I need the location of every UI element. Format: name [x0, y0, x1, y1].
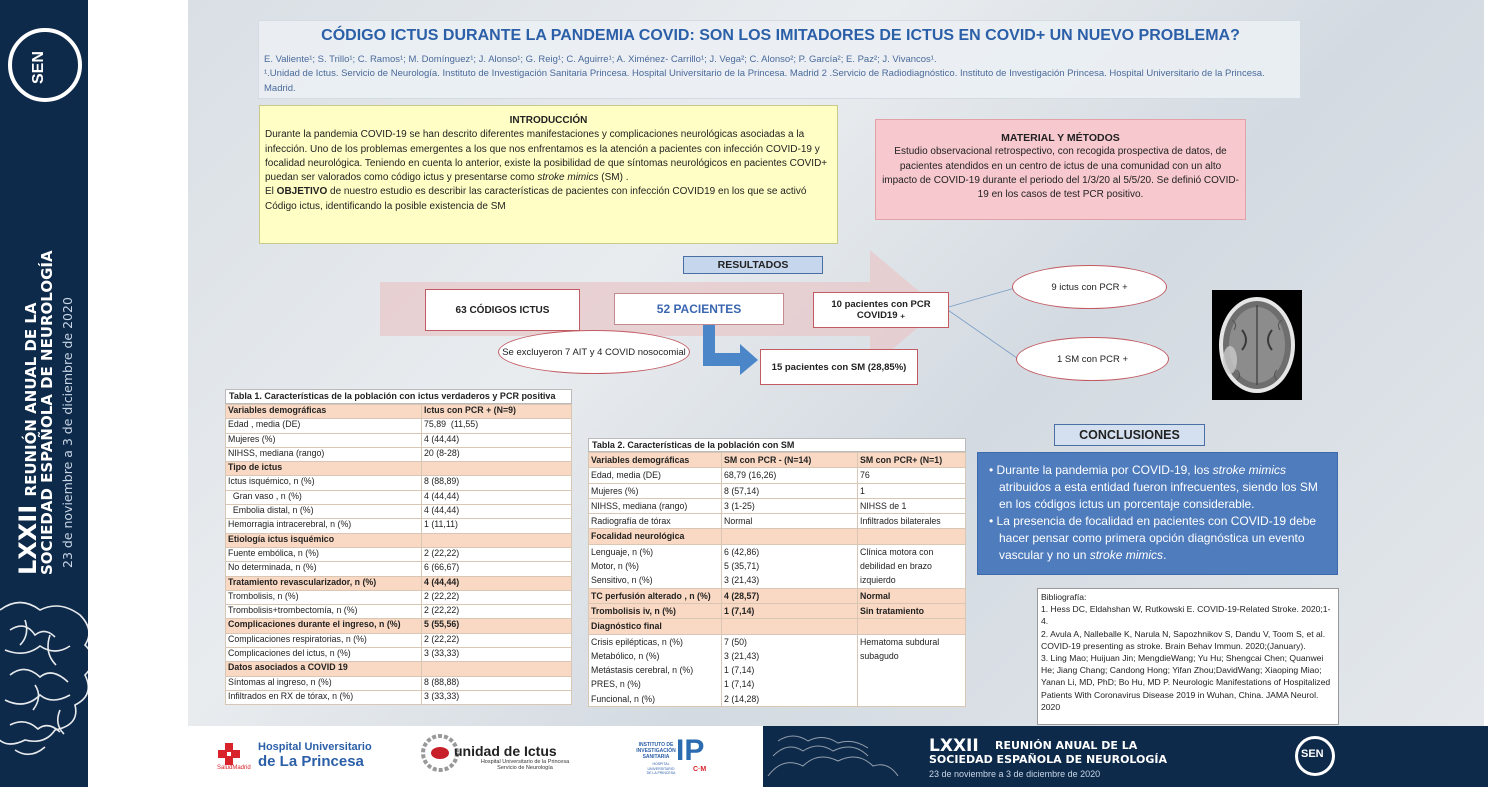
table-cell: NIHSS de 1: [858, 498, 966, 513]
table-cell: Embolia distal, n (%): [226, 505, 422, 519]
table-cell: [722, 529, 858, 544]
table-cell: 8 (88,89): [422, 476, 572, 490]
table-row: [226, 690, 572, 704]
table-cell: 7 (50) 3 (21,43) 1 (7,14) 1 (7,14) 2 (14,28): [722, 634, 858, 706]
table-row: [589, 619, 966, 634]
table-cell: No determinada, n (%): [226, 562, 422, 576]
node-9-ictus-pcr: 9 ictus con PCR +: [1012, 265, 1167, 309]
table-row: [589, 468, 966, 483]
banner-edition: LXXII: [929, 736, 979, 756]
banner-title-2: SOCIEDAD ESPAÑOLA DE NEUROLOGÍA: [929, 753, 1168, 766]
table-cell: NIHSS, mediana (rango): [589, 498, 722, 513]
methods-text: Estudio observacional retrospectivo, con recogida prospectiva de datos, de pacientes atendidos en un centro de ictus de una comunidad con un alto impacto de COVID-19 durante el periodo del 1/3/20 al 5/5/20. Se definió COVID-19 en los casos de test PCR positivo.: [882, 146, 1239, 201]
table-2: [588, 438, 966, 707]
table-cell: 5 (55,56): [422, 619, 572, 633]
table-row: [226, 676, 572, 690]
table-2-grid: [588, 452, 966, 707]
table-row: [589, 453, 966, 468]
table-cell: Síntomas al ingreso, n (%): [226, 676, 422, 690]
table-cell: SM con PCR+ (N=1): [858, 453, 966, 468]
table-cell: Edad , media (DE): [226, 419, 422, 433]
table-row: [226, 576, 572, 590]
table-cell: Variables demográficas: [589, 453, 722, 468]
table-row: [226, 519, 572, 533]
table-row: [589, 603, 966, 618]
table-cell: Etiología ictus isquémico: [226, 533, 422, 547]
table-cell: Normal: [722, 514, 858, 529]
table-cell: 20 (8-28): [422, 447, 572, 461]
table-cell: 75,89 (11,55): [422, 419, 572, 433]
table-cell: TC perfusión alterado , n (%): [589, 588, 722, 603]
sen-logo-text: SEN: [30, 51, 47, 84]
table-cell: 1 (11,11): [422, 519, 572, 533]
cm-logo: C·M: [693, 766, 707, 773]
authors: E. Valiente¹; S. Trillo¹; C. Ramos¹; M. Domínguez¹; J. Alonso¹; G. Reig¹; C. Aguirre¹; A. Ximénez- Carrillo¹; J. Vega²; C. Alonso²; P. García²; E. Paz²; J. Vivancos¹.: [264, 54, 937, 65]
introduction-box: [259, 105, 838, 244]
table-cell: 6 (66,67): [422, 562, 572, 576]
conclusions-heading: CONCLUSIONES: [1054, 424, 1205, 446]
node-excluded: Se excluyeron 7 AIT y 4 COVID nosocomial: [498, 330, 690, 374]
sidebar-edition-number: LXXII: [14, 504, 42, 575]
conclusions-box: [977, 452, 1338, 575]
table-cell: [422, 462, 572, 476]
table-1-grid: [225, 404, 572, 705]
table-row: [589, 498, 966, 513]
table-cell: 2 (22,22): [422, 605, 572, 619]
poster-title: CÓDIGO ICTUS DURANTE LA PANDEMIA COVID: SON LOS IMITADORES DE ICTUS EN COVID+ UN NUEVO PROBLEMA?: [321, 27, 1240, 44]
footer-banner: [763, 726, 1488, 787]
table-cell: 2 (22,22): [422, 633, 572, 647]
table-cell: SM con PCR - (N=14): [722, 453, 858, 468]
table-cell: 68,79 (16,26): [722, 468, 858, 483]
table-cell: Complicaciones respiratorias, n (%): [226, 633, 422, 647]
instituto-sub: HOSPITAL UNIVERSITARIO DE LA PRINCESA: [646, 762, 676, 775]
table-cell: 76: [858, 468, 966, 483]
bibliography-heading: Bibliografía:: [1041, 592, 1087, 602]
table-cell: 3 (33,33): [422, 690, 572, 704]
table-row: [589, 483, 966, 498]
table-row: [589, 634, 966, 706]
bibliography-ref-1: 1. Hess DC, Eldahshan W, Rutkowski E. COVID-19-Related Stroke. 2020;1-4.: [1041, 604, 1331, 627]
table-row: [226, 490, 572, 504]
title-box: [258, 20, 1301, 99]
bibliography-ref-2: 2. Avula A, Nalleballe K, Narula N, Sapozhnikov S, Dandu V, Toom S, et al. COVID-19 presenting as stroke. Brain Behav Immun. 2020;(January).: [1041, 628, 1326, 651]
table-cell: 1: [858, 483, 966, 498]
branch-connectors: [945, 282, 1020, 362]
table-cell: Datos asociados a COVID 19: [226, 662, 422, 676]
table-cell: 4 (44,44): [422, 505, 572, 519]
table-1: [225, 389, 572, 705]
table-cell: 3 (33,33): [422, 648, 572, 662]
banner-title-1: REUNIÓN ANUAL DE LA: [995, 739, 1138, 752]
table-row: [226, 405, 572, 419]
table-cell: [422, 662, 572, 676]
unidad-ictus-name: unidad de Ictus: [454, 743, 557, 759]
node-15-sm-patients: 15 pacientes con SM (28,85%): [760, 349, 918, 385]
sen-logo: [8, 28, 82, 102]
table-cell: Crisis epilépticas, n (%) Metabólico, n (%) Metástasis cerebral, n (%) PRES, n (%) Funcional, n (%): [589, 634, 722, 706]
table-cell: Tipo de ictus: [226, 462, 422, 476]
table-cell: [722, 619, 858, 634]
table-row: [226, 633, 572, 647]
table-cell: 4 (44,44): [422, 490, 572, 504]
node-63-codes: 63 CÓDIGOS ICTUS: [425, 289, 580, 331]
table-cell: [858, 529, 966, 544]
table-cell: Edad, media (DE): [589, 468, 722, 483]
salud-madrid-label: SaludMadrid: [217, 765, 251, 771]
introduction-heading: INTRODUCCIÓN: [509, 115, 588, 126]
hospital-logo-icon: [218, 743, 240, 765]
table-cell: Infiltrados en RX de tórax, n (%): [226, 690, 422, 704]
table-row: [226, 648, 572, 662]
brain-decoration: [0, 590, 88, 787]
table-cell: [858, 619, 966, 634]
table-row: [226, 462, 572, 476]
table-row: [226, 619, 572, 633]
objective-text: de nuestro estudio es describir las características de pacientes con infección COVID19 en los que se activó Código ictus, identificando la posible existencia de SM: [265, 186, 807, 212]
table-cell: Trombolisis+trombectomía, n (%): [226, 605, 422, 619]
sidebar-title-1: REUNIÓN ANUAL DE LA: [22, 302, 40, 497]
ct-scan-image: [1212, 290, 1302, 400]
table-cell: 4 (44,44): [422, 576, 572, 590]
table-row: [226, 419, 572, 433]
methods-box: [875, 119, 1246, 220]
banner-sen-logo: SEN: [1295, 736, 1335, 776]
banner-brain-decoration: [763, 726, 923, 787]
table-row: [226, 590, 572, 604]
banner-dates: 23 de noviembre a 3 de diciembre de 2020: [929, 769, 1101, 779]
table-cell: Gran vaso , n (%): [226, 490, 422, 504]
table-cell: Normal: [858, 588, 966, 603]
unidad-ictus-sub: Hospital Universitario de la Princesa Servicio de Neurología: [480, 759, 570, 771]
down-right-arrow-icon: [700, 325, 760, 375]
table-cell: Trombolisis iv, n (%): [589, 603, 722, 618]
table-cell: 8 (57,14): [722, 483, 858, 498]
table-cell: Tratamiento revascularizador, n (%): [226, 576, 422, 590]
node-10-pcr-patients: 10 pacientes con PCR COVID19 ₊: [813, 292, 949, 328]
table-row: [226, 433, 572, 447]
table-cell: NIHSS, mediana (rango): [226, 447, 422, 461]
table-cell: Clínica motora con debilidad en brazo izquierdo: [858, 544, 966, 588]
introduction-text-end: (SM) .: [598, 172, 629, 184]
table-cell: Variables demográficas: [226, 405, 422, 419]
table-cell: Fuente embólica, n (%): [226, 547, 422, 561]
sidebar-title-2: SOCIEDAD ESPAÑOLA DE NEUROLOGÍA: [38, 250, 56, 575]
bibliography: [1037, 588, 1339, 725]
table-cell: 2 (22,22): [422, 590, 572, 604]
table-cell: Mujeres (%): [589, 483, 722, 498]
conclusion-item: • La presencia de focalidad en pacientes con COVID-19 debe hacer pensar como primera opción diagnóstica un evento vascular y no un stroke mimics.: [989, 514, 1317, 562]
table-cell: Mujeres (%): [226, 433, 422, 447]
table-cell: 8 (88,88): [422, 676, 572, 690]
results-heading: RESULTADOS: [683, 256, 823, 274]
node-52-patients: 52 PACIENTES: [614, 293, 784, 325]
table-cell: Sin tratamiento: [858, 603, 966, 618]
conclusion-item: • Durante la pandemia por COVID-19, los stroke mimics atribuidos a esta entidad fueron infrecuentes, siendo los SM en los códigos ictus un porcentaje considerable.: [989, 463, 1318, 511]
table-row: [226, 505, 572, 519]
table-cell: Complicaciones durante el ingreso, n (%): [226, 619, 422, 633]
table-cell: 4 (44,44): [422, 433, 572, 447]
table-cell: Infiltrados bilaterales: [858, 514, 966, 529]
table-cell: Focalidad neurológica: [589, 529, 722, 544]
instituto-name: INSTITUTO DE INVESTIGACIÓN SANITARIA: [636, 742, 676, 760]
methods-heading: MATERIAL Y MÉTODOS: [1001, 132, 1120, 144]
affiliation: ¹.Unidad de Ictus. Servicio de Neurología. Instituto de Investigación Sanitaria Princesa. Hospital Universitario de la Princesa. Madrid 2 .Servicio de Radiodiagnóstico. Instituto de Investigación Princesa. Hospital Universitario de la Princesa. Madrid.: [264, 68, 1265, 94]
table-cell: 1 (7,14): [722, 603, 858, 618]
table-cell: Complicaciones del ictus, n (%): [226, 648, 422, 662]
table-row: [589, 514, 966, 529]
table-row: [226, 476, 572, 490]
ip-logo: IP: [676, 734, 705, 767]
hospital-name-2: de La Princesa: [258, 753, 364, 770]
table-row: [589, 544, 966, 588]
hospital-name-1: Hospital Universitario: [258, 741, 372, 753]
table-cell: Trombolisis, n (%): [226, 590, 422, 604]
table-cell: [422, 533, 572, 547]
table-row: [226, 533, 572, 547]
table-row: [589, 588, 966, 603]
introduction-text: Durante la pandemia COVID-19 se han descrito diferentes manifestaciones y complicaciones neurológicas asociadas a la infección. Uno de los problemas emergentes a los que nos enfrentamos es la atención a pacientes con infección COVID-19 y focalidad neurológica. Teniendo en cuenta lo anterior, existe la posibilidad de que síntomas neurológicos en pacientes COVID+ puedan ser valorados como código ictus y presentarse como: [265, 129, 828, 184]
table-cell: Ictus isquémico, n (%): [226, 476, 422, 490]
bibliography-ref-3: 3. Ling Mao; Huijuan Jin; MengdieWang; Yu Hu; Shengcai Chen; Quanwei He; Jiang Chang; Candong Hong; Yifan Zhou;DavidWang; Xiaoping Miao; Yanan Li, MD, PhD; Bo Hu, MD P. Neurologic Manifestations of Hospitalized Patients With Coronavirus Disease 2019 in Wuhan, China. JAMA Neurol. 2020: [1041, 653, 1331, 712]
table-cell: 3 (1-25): [722, 498, 858, 513]
table-row: [226, 662, 572, 676]
introduction-italic: stroke mimics: [537, 172, 599, 184]
table-row: [226, 562, 572, 576]
table-cell: 6 (42,86) 5 (35,71) 3 (21,43): [722, 544, 858, 588]
table-cell: 4 (28,57): [722, 588, 858, 603]
objective-prefix: El: [265, 186, 277, 198]
table-row: [589, 529, 966, 544]
node-1-sm-pcr: 1 SM con PCR +: [1016, 337, 1169, 381]
table-cell: Hematoma subdural subagudo: [858, 634, 966, 706]
table-cell: Diagnóstico final: [589, 619, 722, 634]
objective-keyword: OBJETIVO: [276, 186, 328, 198]
sidebar-banner: [0, 0, 88, 787]
table-cell: Hemorragia intracerebral, n (%): [226, 519, 422, 533]
table-cell: 2 (22,22): [422, 547, 572, 561]
table-row: [226, 447, 572, 461]
table-cell: Lenguaje, n (%) Motor, n (%) Sensitivo, n (%): [589, 544, 722, 588]
table-row: [226, 605, 572, 619]
table-2-caption: Tabla 2. Características de la población con SM: [588, 438, 966, 452]
table-cell: Radiografía de tórax: [589, 514, 722, 529]
table-row: [226, 547, 572, 561]
table-1-caption: Tabla 1. Características de la población con ictus verdaderos y PCR positiva: [225, 389, 572, 404]
table-cell: Ictus con PCR + (N=9): [422, 405, 572, 419]
sidebar-dates: 23 de noviembre a 3 de diciembre de 2020: [60, 297, 75, 568]
